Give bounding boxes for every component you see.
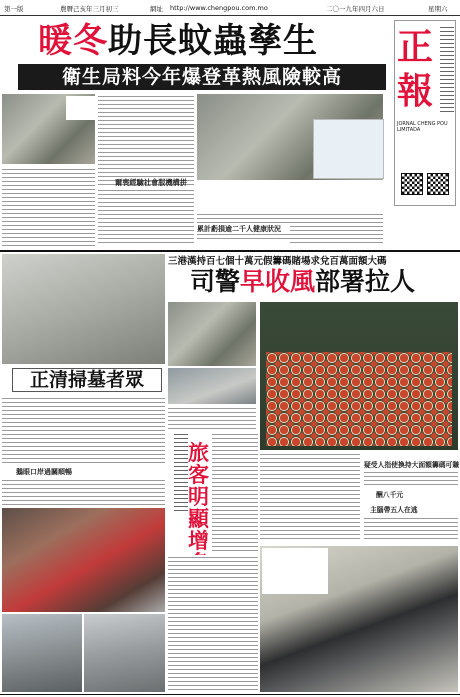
main-subheadline-banner: 衛生局料今年爆登革熱風險較高 xyxy=(18,64,386,90)
footer-rule xyxy=(0,694,460,695)
story4-headline: 旅客明顯增 xyxy=(188,441,209,553)
story1-body-text-right xyxy=(290,212,383,246)
story1-photo-caption xyxy=(66,96,96,120)
main-headline-red: 暖冬 xyxy=(38,21,108,61)
story5-body-text xyxy=(260,452,360,542)
story2-headline xyxy=(190,266,450,298)
weekday: 星期六 xyxy=(428,5,448,13)
story3-body-text2 xyxy=(2,478,165,506)
story4-photo-tourists xyxy=(168,302,256,366)
story2-headline-red: 早收風 xyxy=(240,267,316,296)
masthead-side-text xyxy=(440,25,454,115)
masthead xyxy=(394,20,456,206)
website-link[interactable]: http://www.chengpou.com.mo xyxy=(170,4,268,12)
story3-photo-worshippers xyxy=(2,508,165,612)
story5-body-text2 xyxy=(364,470,458,487)
story5-body-text3 xyxy=(364,516,458,542)
issue-date: 二〇一九年四月六日 xyxy=(326,5,385,13)
story1-subhead: 爾喪經驗社會服機構拼 xyxy=(115,178,187,187)
masthead-logo: 正報 xyxy=(397,26,434,112)
story1-body-text xyxy=(2,167,95,249)
story3-photo-checkpoint xyxy=(2,614,82,692)
story5-subhead3: 主腦帶五人在逃 xyxy=(370,506,418,514)
story5-photo-chips xyxy=(260,302,458,450)
qr-code-icon[interactable] xyxy=(427,173,449,195)
story5-subhead1: 疑受人指使換持大面額籌碼可賺 xyxy=(364,461,460,469)
story2-headline-pre: 司警 xyxy=(190,267,241,296)
story1-subhead2: 累計虧損逾二千人健康狀況 xyxy=(197,224,292,234)
story4-vertical-kicker xyxy=(174,432,188,514)
main-headline-black: 助長蚊蟲孳生 xyxy=(108,21,318,61)
story5-subhead2: 酬八千元 xyxy=(376,491,404,499)
story3-body-text xyxy=(2,396,165,464)
story1-body-text-col2b xyxy=(98,188,194,246)
story3-subhead: 鵝眼口岸過關順暢 xyxy=(16,468,72,476)
masthead-english: JORNAL CHENG POU LIMITADA xyxy=(397,121,448,133)
lunar-date: 農曆己亥年三月初三 xyxy=(60,5,119,13)
story4-body-text2 xyxy=(168,555,258,691)
website-label: 網址 xyxy=(150,5,163,13)
section-divider xyxy=(0,250,460,252)
story2-kicker: 三港漢持百七個十萬元假籌碼賭場求兌百萬面額大碼 xyxy=(168,256,387,267)
qr-code-icon[interactable] xyxy=(401,173,423,195)
story2-headline-post: 部署拉人 xyxy=(315,267,416,296)
story1-poster-photo xyxy=(313,119,384,179)
story3-banner: 正清掃墓者眾 xyxy=(12,368,162,392)
top-strip xyxy=(0,0,460,16)
story5-photo-caption xyxy=(262,548,328,594)
story3-photo-cemetery xyxy=(2,254,165,364)
story4-photo-hall xyxy=(168,368,256,404)
page-number: 第一版 xyxy=(4,5,24,13)
story4-body-text xyxy=(212,432,258,552)
main-headline xyxy=(38,20,368,62)
story4-photo-caption xyxy=(168,406,256,430)
story3-photo-crowd xyxy=(84,614,165,692)
chips-grid xyxy=(266,352,452,446)
